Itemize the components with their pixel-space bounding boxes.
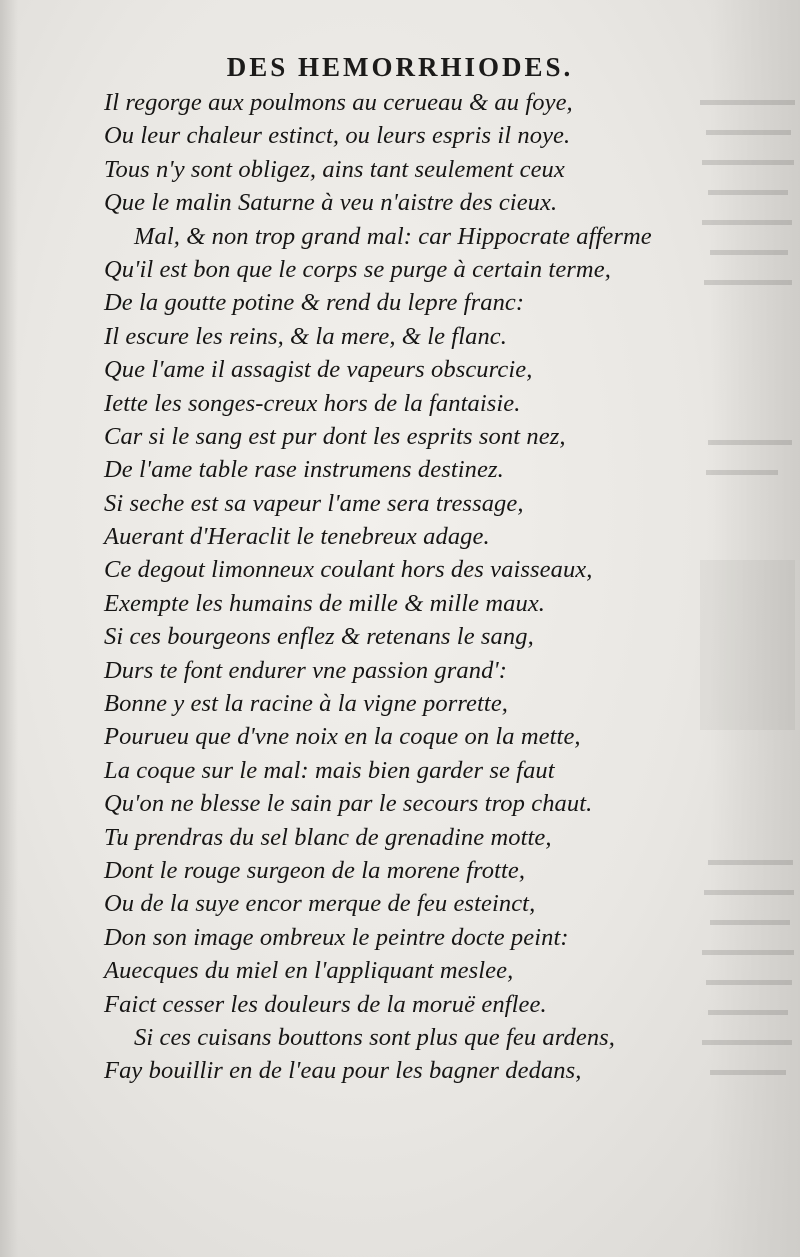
verse-line: Il escure les reins, & la mere, & le flanc. [104, 322, 508, 350]
verse-line: Fay bouillir en de l'eau pour les bagner dedans, [104, 1057, 582, 1085]
verse-line: Mal, & non trop grand mal: car Hippocrate afferme [134, 222, 652, 250]
verse-line: Car si le sang est pur dont les esprits sont nez, [104, 422, 566, 450]
verse-line: Pourueu que d'vne noix en la coque on la mette, [104, 723, 581, 751]
running-head: DES HEMORRHIODES. [226, 52, 574, 82]
verse-line: Si ces cuisans bouttons sont plus que feu ardens, [134, 1023, 616, 1051]
verse-line: Ce degout limonneux coulant hors des vaisseaux, [104, 556, 593, 584]
verse-line: De l'ame table rase instrumens destinez. [104, 456, 504, 484]
facing-page-bleed-through [690, 60, 800, 1160]
verse-line: Auerant d'Heraclit le tenebreux adage. [104, 523, 490, 551]
verse-line: Ou leur chaleur estinct, ou leurs espris il noye. [104, 122, 571, 150]
verse-line: Si ces bourgeons enflez & retenans le sang, [104, 623, 534, 651]
verse-line: Iette les songes-creux hors de la fantaisie. [104, 389, 521, 417]
verse-line: Auecques du miel en l'appliquant meslee, [104, 957, 514, 985]
verse-line: Tous n'y sont obligez, ains tant seulement ceux [104, 155, 565, 183]
verse-line: Qu'on ne blesse le sain par le secours trop chaut. [104, 790, 593, 818]
verse-line: Ou de la suye encor merque de feu esteinct, [104, 890, 536, 918]
verse-line: Exempte les humains de mille & mille maux. [104, 589, 546, 617]
verse-block [104, 86, 664, 1088]
verse-line: Qu'il est bon que le corps se purge à certain terme, [104, 255, 611, 283]
verse-line: Faict cesser les douleurs de la moruë enflee. [104, 990, 547, 1018]
verse-line: Tu prendras du sel blanc de grenadine motte, [104, 823, 552, 851]
verse-line: Durs te font endurer vne passion grand': [104, 656, 508, 684]
verse-line: Que l'ame il assagist de vapeurs obscurcie, [104, 356, 533, 384]
verse-line: La coque sur le mal: mais bien garder se faut [104, 756, 555, 784]
verse-line: Si seche est sa vapeur l'ame sera tressage, [104, 489, 524, 517]
verse-line: De la goutte potine & rend du lepre franc: [104, 289, 525, 317]
page-gutter-shadow [0, 0, 18, 1257]
verse-line: Don son image ombreux le peintre docte peint: [104, 923, 569, 951]
verse-line: Il regorge aux poulmons au cerueau & au foye, [104, 89, 573, 116]
verse-line: Que le malin Saturne à veu n'aistre des cieux. [104, 189, 558, 217]
verse-line: Bonne y est la racine à la vigne porrette, [104, 690, 509, 718]
verse-line: Dont le rouge surgeon de la morene frotte, [104, 856, 526, 884]
